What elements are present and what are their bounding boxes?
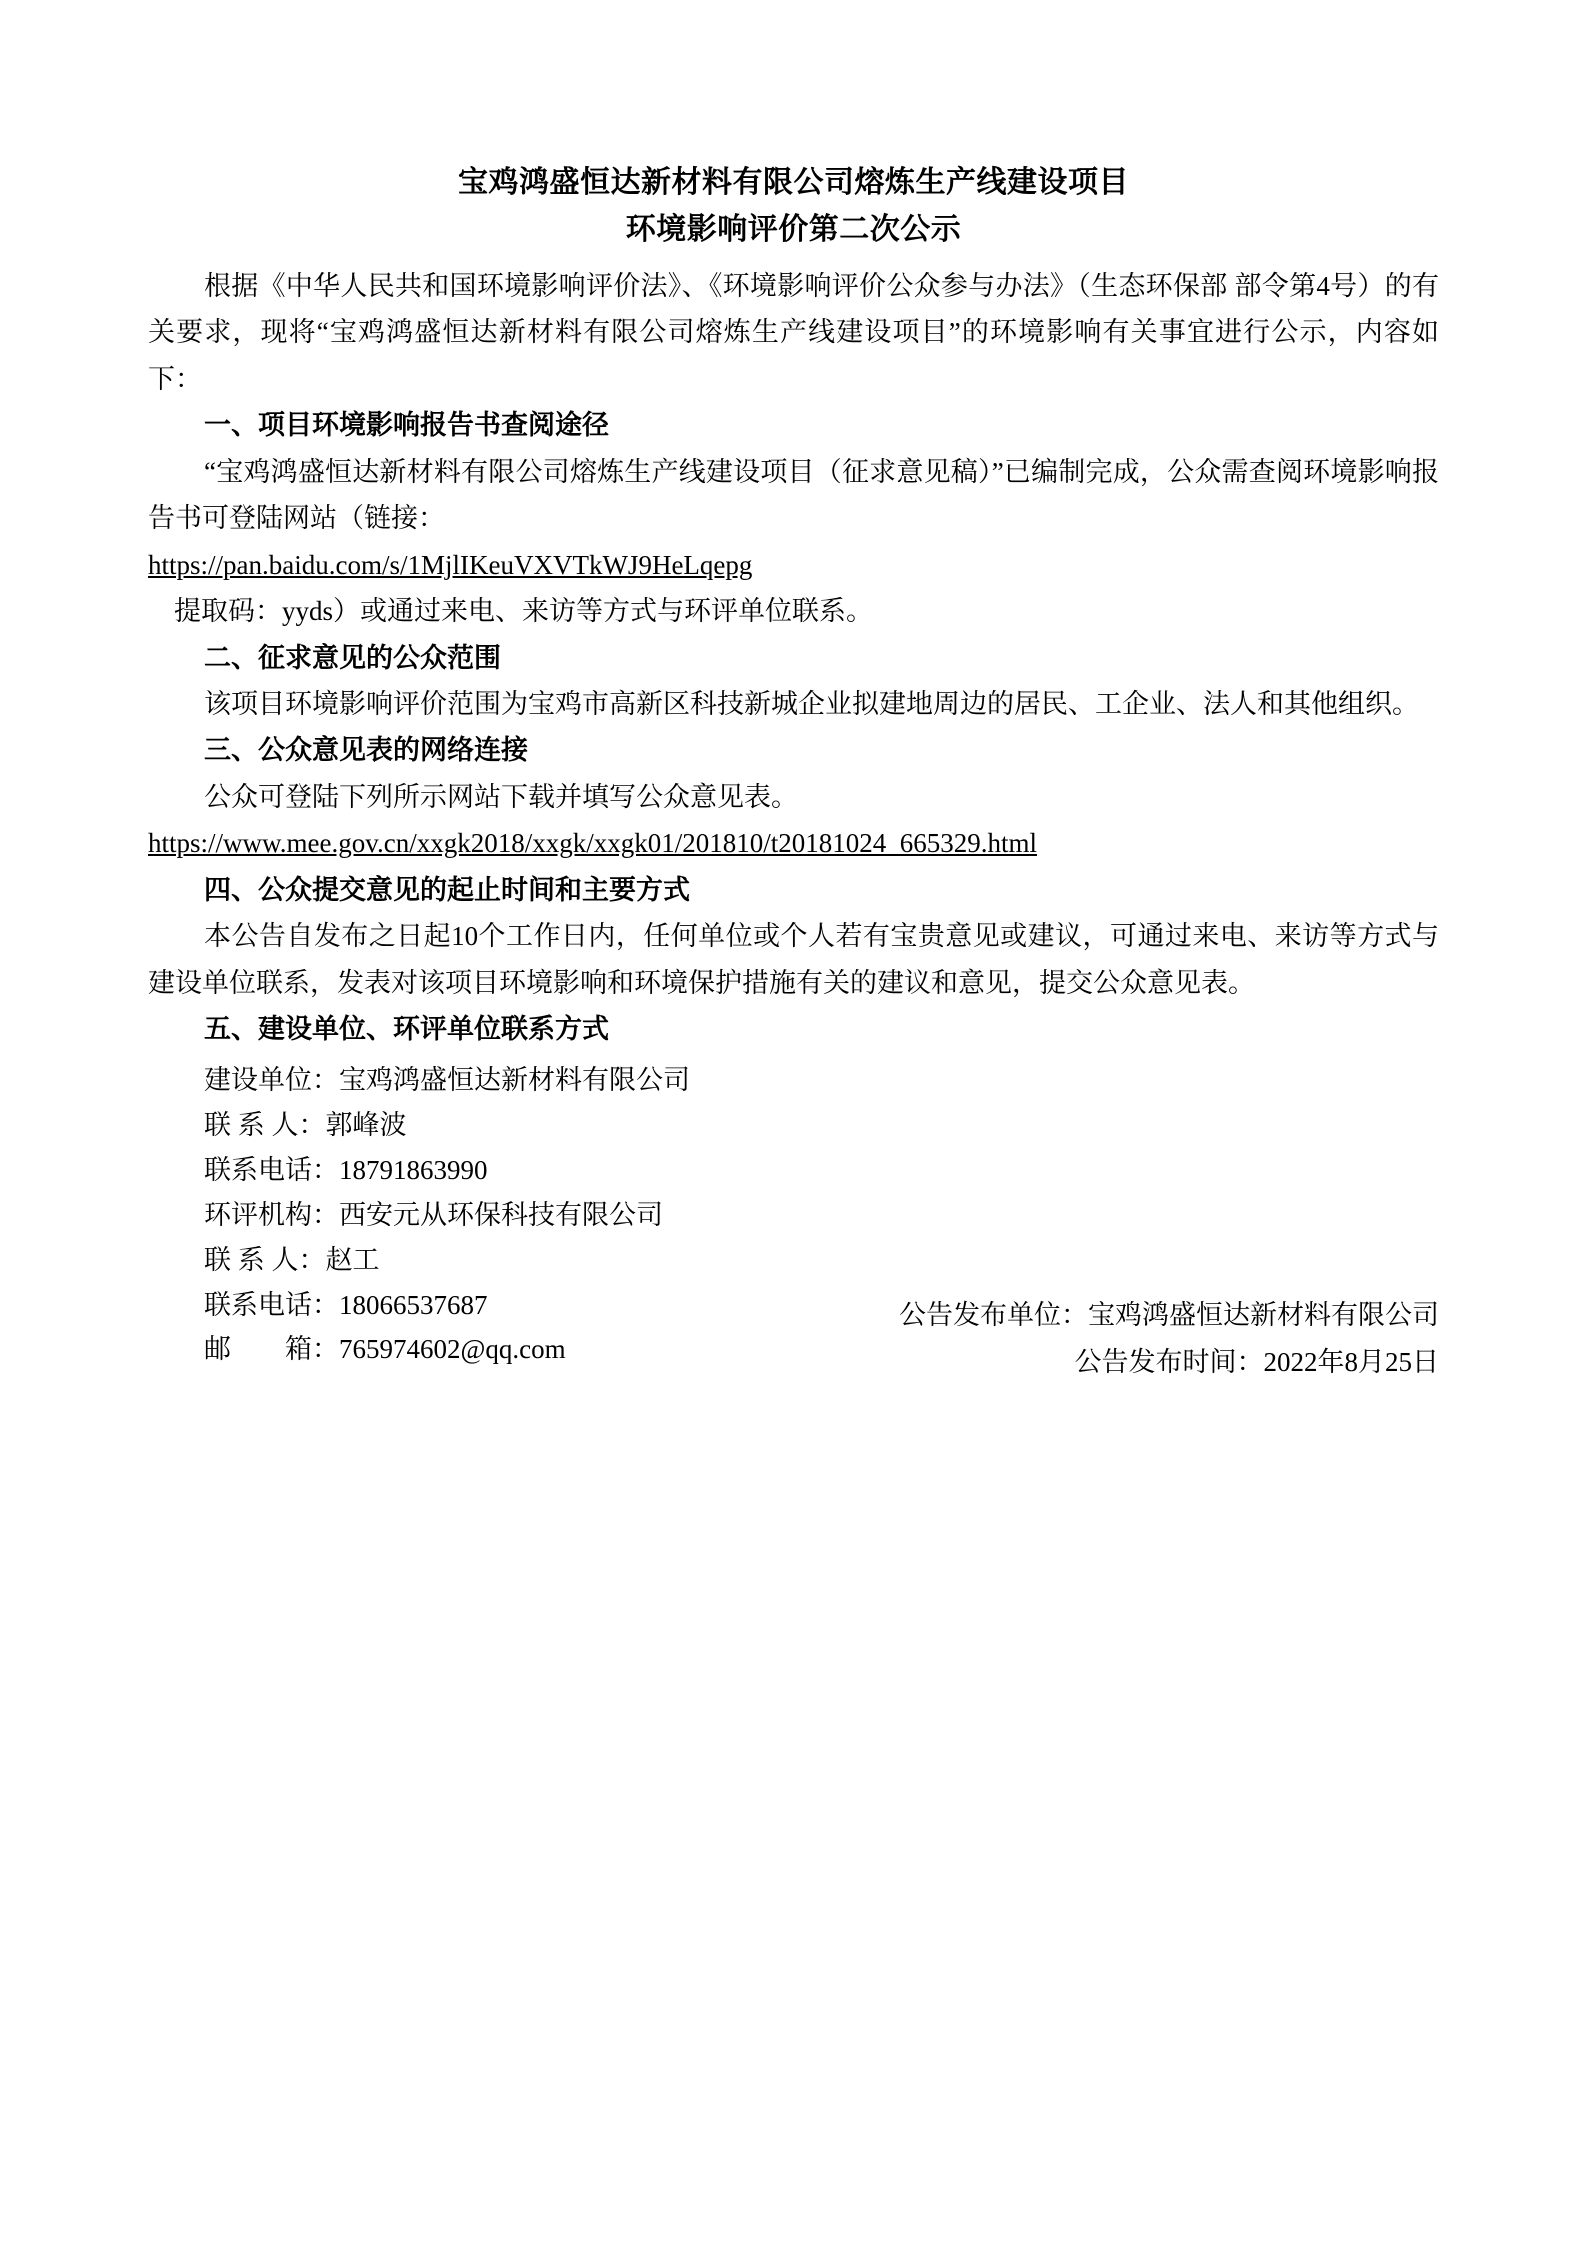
contact-label: 邮 箱：: [204, 1334, 339, 1365]
document-footer: [148, 1289, 1439, 1385]
contact-label: 联系电话：: [204, 1289, 339, 1320]
contact-value: 郭峰波: [325, 1110, 407, 1141]
page-title-line-2: 环境影响评价第二次公示: [625, 212, 962, 246]
section-heading-3: 三、公众意见表的网络连接: [204, 735, 528, 766]
contact-value: 18791863990: [339, 1155, 488, 1186]
section-4-body: 本公告自发布之日起10个工作日内，任何单位或个人若有宝贵意见或建议，可通过来电、来访等方式与建设单位联系，发表对该项目环境影响和环境保护措施有关的建议和意见，提交公众意见表。: [148, 921, 1439, 998]
section-1-link-line: [148, 542, 1439, 635]
footer-date: 公告发布时间：2022年8月25日: [1074, 1346, 1439, 1377]
contact-row: [148, 1103, 1439, 1148]
contact-row: [148, 1058, 1439, 1103]
contact-label: 建设单位：: [204, 1065, 339, 1096]
section-2-body: 该项目环境影响评价范围为宝鸡市高新区科技新城企业拟建地周边的居民、工企业、法人和其他组织。: [204, 688, 1419, 719]
contact-row: [148, 1193, 1439, 1238]
contact-value: 西安元从环保科技有限公司: [339, 1199, 663, 1230]
section-heading-1: 一、项目环境影响报告书查阅途径: [204, 410, 609, 441]
section-3-body: 公众可登陆下列所示网站下载并填写公众意见表。: [204, 781, 798, 812]
contact-row: [148, 1148, 1439, 1193]
contact-value: 赵工: [325, 1244, 380, 1275]
baidu-pan-link[interactable]: https://pan.baidu.com/s/1MjlIKeuVXVTkWJ9HeLqepg: [148, 549, 753, 580]
section-heading-2: 二、征求意见的公众范围: [204, 642, 501, 673]
contact-label: 联 系 人：: [204, 1110, 326, 1141]
section-heading-4: 四、公众提交意见的起止时间和主要方式: [204, 874, 690, 905]
intro-paragraph: 根据《中华人民共和国环境影响评价法》、《环境影响评价公众参与办法》（生态环保部 部令第4号）的有关要求，现将“宝鸡鸿盛恒达新材料有限公司熔炼生产线建设项目”的环境影响有关事宜进行公示，内容如下：: [148, 271, 1439, 394]
contact-value: 宝鸡鸿盛恒达新材料有限公司: [339, 1065, 690, 1096]
contact-value: 765974602@qq.com: [339, 1334, 566, 1365]
contact-label: 联 系 人：: [204, 1244, 326, 1275]
section-1-body: “宝鸡鸿盛恒达新材料有限公司熔炼生产线建设项目（征求意见稿）”已编制完成，公众需查阅环境影响报告书可登陆网站（链接：: [148, 456, 1439, 534]
contact-label: 联系电话：: [204, 1155, 339, 1186]
page-title-line-1: 宝鸡鸿盛恒达新材料有限公司熔炼生产线建设项目: [458, 166, 1129, 199]
section-heading-5: 五、建设单位、环评单位联系方式: [204, 1014, 609, 1044]
contact-value: 18066537687: [339, 1289, 488, 1320]
section-3-link-line: [148, 820, 1439, 866]
extraction-code-text: 提取码：yyds）或通过来电、来访等方式与环评单位联系。: [174, 596, 874, 627]
contact-row: [148, 1238, 1439, 1283]
contact-label: 环评机构：: [204, 1199, 339, 1230]
mee-opinion-form-link[interactable]: https://www.mee.gov.cn/xxgk2018/xxgk/xxgk01/201810/t20181024_665329.html: [148, 828, 1037, 859]
footer-publisher: 公告发布单位：宝鸡鸿盛恒达新材料有限公司: [899, 1300, 1439, 1331]
